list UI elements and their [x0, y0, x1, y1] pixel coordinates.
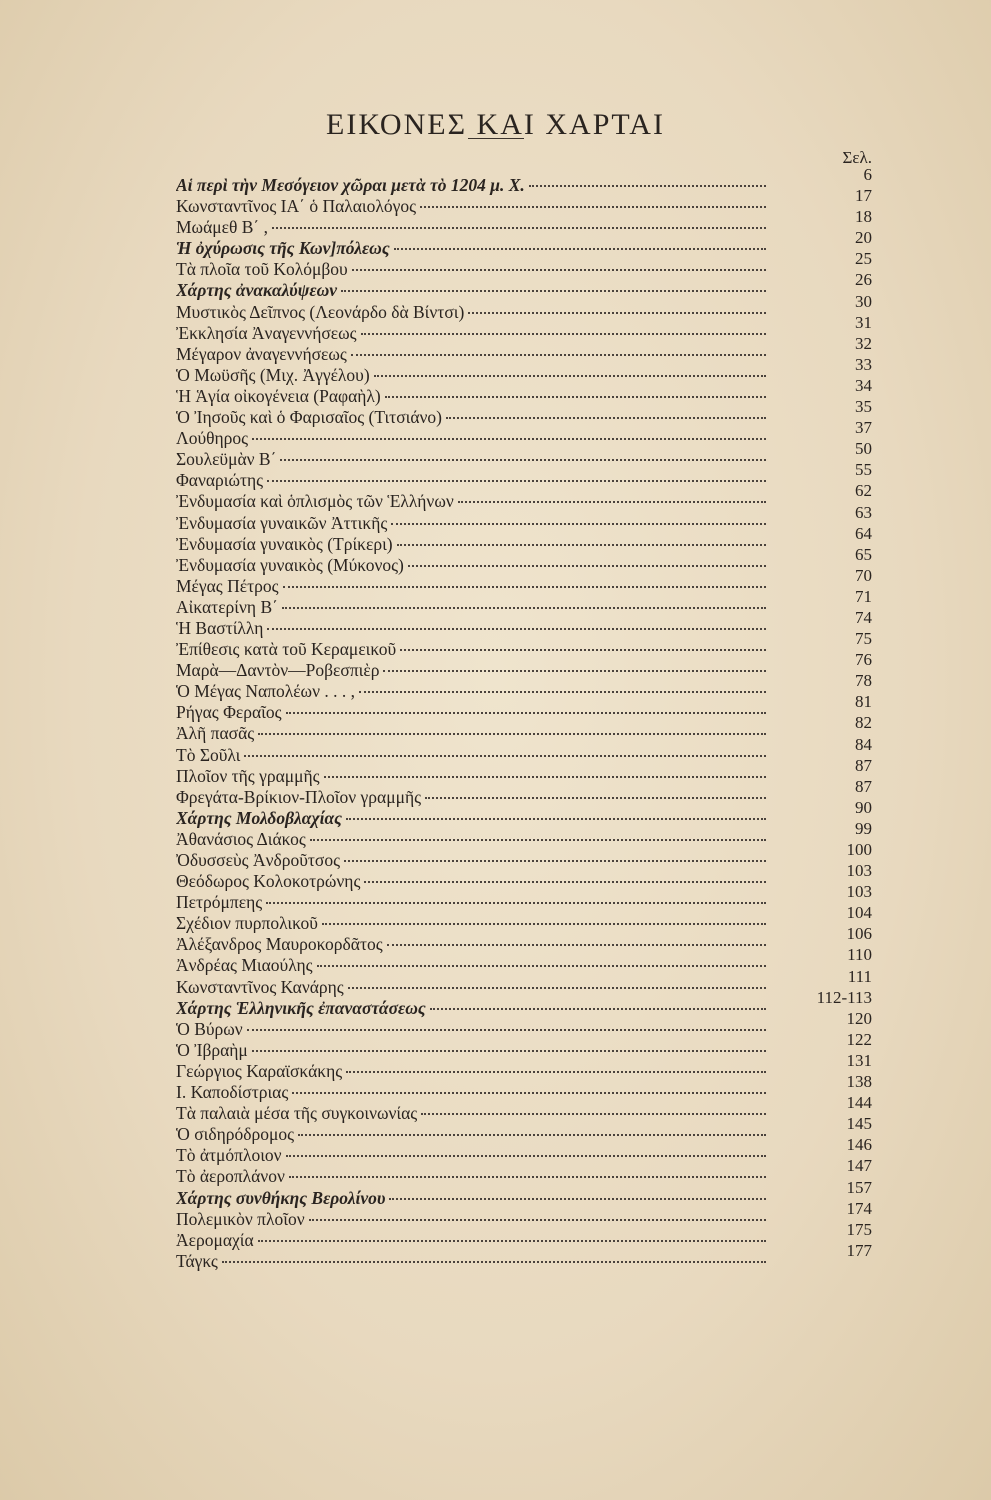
toc-entry	[176, 1251, 766, 1271]
toc-page-number: 111	[847, 966, 872, 986]
toc-entry	[176, 723, 766, 743]
dot-leader	[289, 1176, 766, 1178]
dot-leader	[346, 1071, 766, 1073]
table-of-contents	[176, 165, 876, 1271]
toc-entry-label: Τὸ Σοῦλι	[176, 744, 241, 765]
toc-entry-label: Ὁ σιδηρόδρομος	[176, 1124, 295, 1145]
toc-page-number: 81	[855, 692, 872, 712]
toc-entry	[176, 998, 766, 1018]
toc-entry-label: Πολεμικὸν πλοῖον	[176, 1208, 305, 1229]
toc-entry-label: Μέγας Πέτρος	[176, 575, 279, 596]
toc-page-number: 34	[855, 375, 872, 395]
toc-entry-label: Σχέδιον πυρπολικοῦ	[176, 913, 318, 934]
toc-page-number: 100	[846, 840, 872, 859]
dot-leader	[374, 375, 766, 377]
toc-entry	[176, 323, 766, 343]
toc-page-number: 74	[855, 607, 872, 627]
toc-entry-label: Αἱ περὶ τὴν Μεσόγειον χῶραι μετὰ τὸ 1204 μ. Χ.	[176, 175, 525, 195]
toc-page-number: 6	[863, 165, 872, 184]
toc-page-number: 26	[855, 270, 872, 290]
dot-leader	[420, 206, 766, 208]
toc-page-number: 104	[846, 903, 872, 923]
toc-entry-label: Ρήγας Φεραῖος	[176, 702, 282, 723]
toc-entry	[176, 386, 766, 406]
dot-leader	[446, 417, 766, 419]
dot-leader	[351, 354, 766, 356]
toc-page-number: 112-113	[816, 987, 872, 1007]
dot-leader	[389, 1198, 766, 1200]
dot-leader	[468, 312, 766, 314]
toc-page-number: 18	[855, 207, 872, 227]
toc-page-number: 122	[846, 1029, 872, 1049]
toc-entry	[176, 1166, 766, 1186]
toc-page-number: 138	[846, 1072, 872, 1092]
toc-entry	[176, 344, 766, 364]
dot-leader	[421, 1113, 766, 1115]
toc-row	[176, 840, 876, 870]
toc-entry	[176, 1188, 766, 1208]
toc-page-number: 32	[855, 333, 872, 353]
toc-entry	[176, 913, 766, 933]
toc-entry	[176, 428, 766, 448]
toc-entry	[176, 1061, 766, 1081]
toc-page-number: 145	[846, 1114, 872, 1134]
toc-entry-label: Τάγκς	[176, 1250, 218, 1271]
toc-entry-label: Φρεγάτα-Βρίκιον-Πλοῖον γραμμῆς	[176, 786, 422, 807]
toc-entry	[176, 1019, 766, 1039]
toc-entry	[176, 534, 766, 554]
toc-entry-label: Ἀλέξανδρος Μαυροκορδᾶτος	[176, 934, 383, 955]
toc-entry-label: Χάρτης ἀνακαλύψεων	[176, 280, 338, 301]
toc-page-number: 177	[846, 1240, 872, 1260]
dot-leader	[244, 755, 766, 757]
dot-leader	[529, 185, 766, 187]
toc-entry	[176, 702, 766, 722]
toc-entry	[176, 829, 766, 849]
toc-entry	[176, 955, 766, 975]
toc-entry-label: Ι. Καποδίστριας	[176, 1082, 289, 1103]
toc-entry	[176, 407, 766, 427]
toc-row	[176, 818, 876, 849]
toc-entry-label: Ἡ Βαστίλλη	[176, 617, 264, 638]
toc-entry-label: Τὸ ἀτμόπλοιον	[176, 1145, 282, 1166]
toc-entry-label: Μέγαρον ἀναγεννήσεως	[176, 343, 347, 364]
toc-entry	[176, 365, 766, 385]
dot-leader	[286, 1155, 766, 1157]
toc-entry	[176, 449, 766, 469]
toc-page-number: 70	[855, 565, 872, 585]
toc-entry-label: Τὰ πλοῖα τοῦ Κολόμβου	[176, 259, 348, 280]
toc-entry-label: Μωάμεθ Β΄ ,	[176, 217, 268, 238]
toc-page-number: 110	[847, 945, 872, 965]
dot-leader	[352, 269, 766, 271]
toc-entry-label: Ἐνδυμασία γυναικὸς (Τρίκερι)	[176, 533, 393, 554]
toc-entry	[176, 259, 766, 279]
toc-entry	[176, 196, 766, 216]
dot-leader	[430, 1008, 766, 1010]
toc-entry	[176, 597, 766, 617]
toc-page-number: 146	[846, 1135, 872, 1155]
toc-row	[176, 1050, 876, 1081]
dot-leader	[394, 248, 766, 250]
toc-page-number: 30	[855, 291, 872, 311]
toc-entry-label: Λούθηρος	[176, 428, 249, 449]
toc-entry	[176, 1040, 766, 1060]
toc-page-number: 31	[855, 312, 872, 332]
toc-entry	[176, 1124, 766, 1144]
toc-entry-label: Χάρτης Ἑλληνικῆς ἐπαναστάσεως	[176, 997, 426, 1018]
dot-leader	[397, 544, 766, 546]
toc-row	[176, 375, 876, 406]
toc-entry-label: Χάρτης συνθήκης Βερολίνου	[176, 1187, 386, 1208]
dot-leader	[286, 712, 766, 714]
dot-leader	[400, 649, 766, 651]
toc-entry-label: Ἐκκλησία Ἀναγεννήσεως	[176, 322, 357, 343]
dot-leader	[359, 691, 766, 693]
dot-leader	[258, 733, 766, 735]
dot-leader	[298, 1134, 766, 1136]
toc-entry	[176, 491, 766, 511]
toc-entry-label: Ἐπίθεσις κατὰ τοῦ Κεραμεικοῦ	[176, 639, 397, 660]
toc-entry-label: Ἀνδρέας Μιαούλης	[176, 955, 313, 976]
toc-entry	[176, 217, 766, 237]
toc-entry-label: Ὁ Βύρων	[176, 1018, 243, 1039]
page-title: ΕΙΚΟΝΕΣ ΚΑΙ ΧΑΡΤΑΙ	[326, 108, 665, 142]
toc-entry	[176, 175, 766, 195]
toc-page-number: 103	[846, 861, 872, 881]
toc-page-number: 144	[846, 1093, 872, 1113]
toc-entry-label: Μαρὰ—Δαντὸν—Ροβεσπιὲρ	[176, 660, 380, 681]
toc-entry	[176, 639, 766, 659]
dot-leader	[364, 881, 766, 883]
toc-entry	[176, 850, 766, 870]
toc-entry	[176, 745, 766, 765]
toc-entry	[176, 302, 766, 322]
toc-page-number: 63	[855, 502, 872, 522]
toc-entry	[176, 1230, 766, 1250]
toc-row	[176, 1240, 876, 1271]
dot-leader	[383, 670, 766, 672]
toc-page-number: 103	[846, 882, 872, 902]
toc-page-number: 147	[846, 1156, 872, 1176]
toc-entry-label: Πετρόμπεης	[176, 892, 263, 913]
toc-entry	[176, 555, 766, 575]
toc-entry-label: Ἐνδυμασία γυναικῶν Ἀττικῆς	[176, 512, 388, 533]
toc-page-number: 78	[855, 671, 872, 691]
toc-entry-label: Ἐνδυμασία γυναικὸς (Μύκονος)	[176, 554, 404, 575]
dot-leader	[385, 396, 766, 398]
toc-entry-label: Κωνσταντῖνος Κανάρης	[176, 976, 344, 997]
toc-row	[176, 165, 876, 195]
toc-page-number: 71	[855, 586, 872, 606]
toc-entry-label: Θεόδωρος Κολοκοτρώνης	[176, 871, 361, 892]
dot-leader	[310, 839, 766, 841]
toc-entry	[176, 618, 766, 638]
toc-entry-label: Αἰκατερίνη Β΄	[176, 596, 278, 617]
toc-page-number: 50	[855, 439, 872, 459]
toc-entry	[176, 1082, 766, 1102]
toc-page-number: 82	[855, 713, 872, 733]
dot-leader	[272, 227, 766, 229]
dot-leader	[391, 523, 766, 525]
toc-entry-label: Ἀερομαχία	[176, 1229, 254, 1250]
toc-row	[176, 607, 876, 638]
toc-page-number: 55	[855, 460, 872, 480]
dot-leader	[348, 987, 766, 989]
toc-page-number: 65	[855, 544, 872, 564]
toc-entry-label: Ὁ Ἰβραὴμ	[176, 1039, 248, 1060]
toc-row	[176, 861, 876, 892]
dot-leader	[292, 1092, 766, 1094]
toc-page-number: 62	[855, 481, 872, 501]
dot-leader	[267, 628, 766, 630]
dot-leader	[387, 944, 766, 946]
toc-entry-label: Ὁ Μέγας Ναπολέων . . . ,	[176, 681, 355, 702]
toc-entry-label: Χάρτης Μολδοβλαχίας	[176, 807, 342, 828]
dot-leader	[317, 965, 766, 967]
toc-entry-label: Ἡ ὀχύρωσις τῆς Κων]πόλεως	[176, 238, 390, 259]
toc-page-number: 76	[855, 650, 872, 670]
toc-page-number: 175	[846, 1219, 872, 1239]
toc-page-number: 99	[855, 818, 872, 838]
toc-entry-label: Ὁ Μωϋσῆς (Μιχ. Ἀγγέλου)	[176, 364, 370, 385]
dot-leader	[346, 818, 766, 820]
toc-entry	[176, 238, 766, 258]
toc-entry	[176, 871, 766, 891]
toc-entry	[176, 1145, 766, 1165]
dot-leader	[267, 480, 766, 482]
dot-leader	[283, 586, 766, 588]
toc-entry	[176, 660, 766, 680]
toc-entry	[176, 766, 766, 786]
toc-entry	[176, 280, 766, 300]
toc-entry-label: Μυστικὸς Δεῖπνος (Λεονάρδο δὰ Βίντσι)	[176, 301, 465, 322]
dot-leader	[258, 1240, 766, 1242]
dot-leader	[341, 290, 766, 292]
toc-page-number: 131	[846, 1050, 872, 1070]
dot-leader	[408, 565, 766, 567]
toc-page-number: 75	[855, 629, 872, 649]
dot-leader	[458, 501, 766, 503]
dot-leader	[322, 923, 766, 925]
dot-leader	[309, 1219, 766, 1221]
toc-page-number: 25	[855, 249, 872, 269]
dot-leader	[222, 1261, 766, 1263]
page-column-header: Σελ.	[842, 148, 872, 167]
toc-page-number: 35	[855, 397, 872, 417]
toc-entry	[176, 934, 766, 954]
toc-entry-label: Ἐνδυμασία καὶ ὁπλισμὸς τῶν Ἑλλήνων	[176, 491, 454, 512]
toc-entry-label: Τὸ ἀεροπλάνον	[176, 1166, 285, 1187]
toc-row	[176, 755, 876, 786]
toc-page-number: 84	[855, 734, 872, 754]
toc-entry-label: Ἡ Ἁγία οἰκογένεια (Ραφαὴλ)	[176, 385, 381, 406]
dot-leader	[324, 776, 766, 778]
toc-entry	[176, 1209, 766, 1229]
toc-entry	[176, 470, 766, 490]
toc-page-number: 174	[846, 1198, 872, 1218]
toc-entry	[176, 787, 766, 807]
toc-page-number: 64	[855, 523, 872, 543]
dot-leader	[344, 860, 766, 862]
toc-entry	[176, 513, 766, 533]
dot-leader	[361, 333, 766, 335]
toc-page-number: 106	[846, 924, 872, 944]
toc-entry-label: Πλοῖον τῆς γραμμῆς	[176, 765, 320, 786]
toc-page-number: 37	[855, 418, 872, 438]
toc-entry-label: Ἀθανάσιος Διάκος	[176, 828, 306, 849]
dot-leader	[280, 459, 766, 461]
dot-leader	[252, 438, 766, 440]
dot-leader	[266, 902, 766, 904]
toc-page-number: 33	[855, 354, 872, 374]
toc-entry-label: Ἀλῆ πασᾶς	[176, 723, 255, 744]
toc-page-number: 87	[855, 776, 872, 796]
toc-entry	[176, 892, 766, 912]
toc-page-number: 17	[855, 186, 872, 206]
toc-page-number: 90	[855, 797, 872, 817]
toc-page-number: 20	[855, 228, 872, 248]
dot-leader	[252, 1050, 766, 1052]
toc-entry-label: Γεώργιος Καραϊσκάκης	[176, 1060, 343, 1081]
toc-entry	[176, 1103, 766, 1123]
toc-entry-label: Φαναριώτης	[176, 470, 264, 491]
title-rule	[468, 138, 524, 139]
toc-page-number: 157	[846, 1177, 872, 1197]
toc-page-number: 120	[846, 1008, 872, 1028]
dot-leader	[247, 1029, 766, 1031]
toc-entry	[176, 977, 766, 997]
toc-entry-label: Κωνσταντῖνος ΙΑ΄ ὁ Παλαιολόγος	[176, 196, 417, 217]
dot-leader	[282, 607, 766, 609]
toc-entry-label: Σουλεϋμὰν Β΄	[176, 449, 277, 470]
toc-entry-label: Ὀδυσσεὺς Ἀνδροῦτσος	[176, 850, 341, 870]
toc-entry	[176, 576, 766, 596]
toc-page-number: 87	[855, 755, 872, 775]
toc-entry	[176, 808, 766, 828]
toc-entry-label: Τὰ παλαιὰ μέσα τῆς συγκοινωνίας	[176, 1103, 418, 1124]
toc-entry-label: Ὁ Ἰησοῦς καὶ ὁ Φαρισαῖος (Τιτσιάνο)	[176, 407, 443, 428]
dot-leader	[425, 797, 766, 799]
toc-entry	[176, 681, 766, 701]
